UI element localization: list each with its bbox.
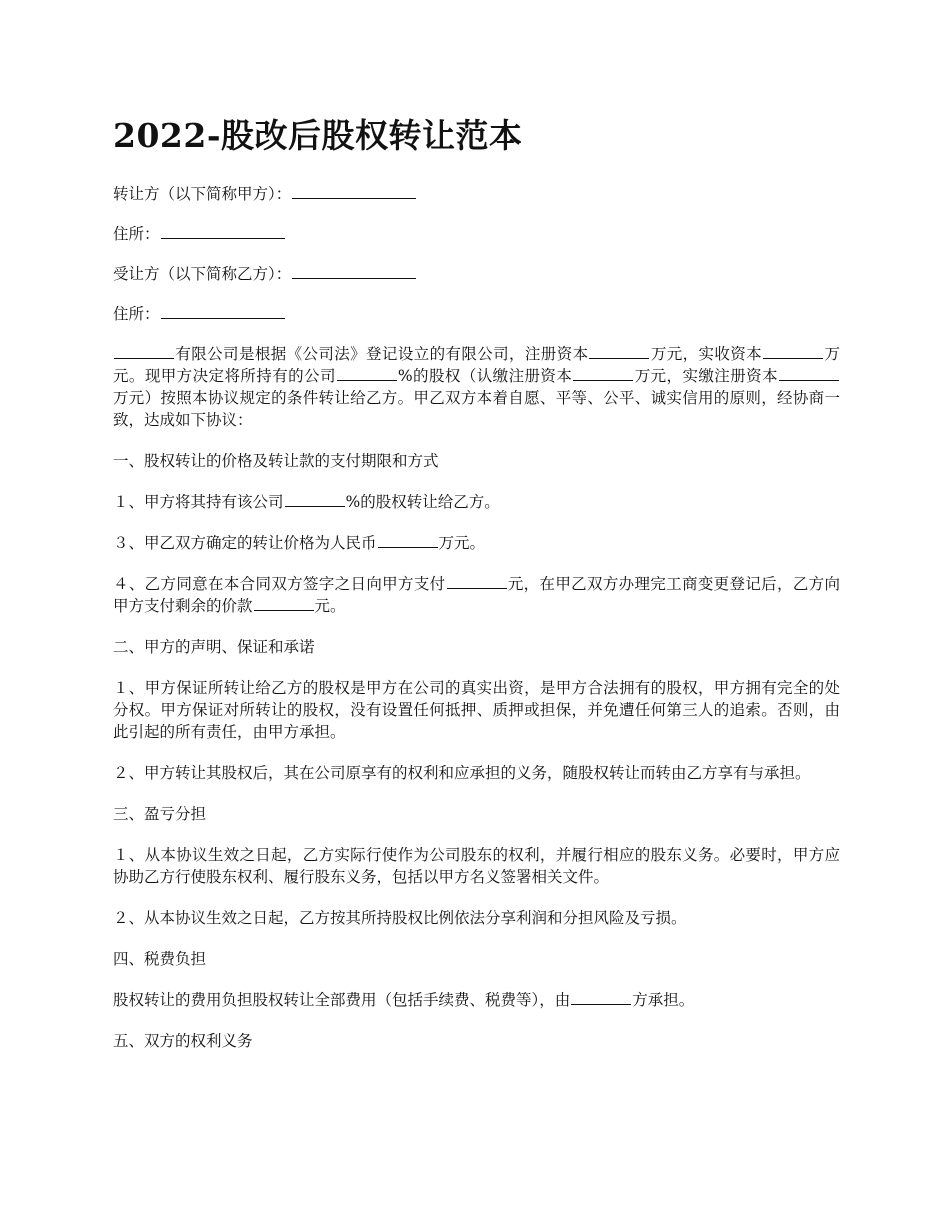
transferor-address-line <box>113 223 840 245</box>
section-1-item-4 <box>113 573 840 617</box>
transfer-percent-blank <box>285 492 345 507</box>
transferee-address-label: 住所： <box>113 305 160 323</box>
paid-capital-blank <box>763 344 823 359</box>
transferor-label: 转让方（以下简称甲方）： <box>113 185 292 203</box>
item-text: %的股权转让给乙方。 <box>345 493 500 511</box>
intro-text-1: 有限公司是根据《公司法》登记设立的有限公司，注册资本 <box>175 345 589 363</box>
item-text: 元。 <box>314 597 346 615</box>
section-3-item-2: ２、从本协议生效之日起，乙方按其所持股权比例依法分享利润和分担风险及亏损。 <box>113 909 687 927</box>
document-title: 2022-股改后股权转让范本 <box>113 116 523 155</box>
transfer-price-blank <box>378 533 438 548</box>
transferor-line <box>113 183 840 205</box>
intro-text-6: 万元）按照本协议规定的条件转让给乙方。甲乙双方本着自愿、平等、公平、诚实信用的原则，经协商一致，达成如下协议： <box>113 389 840 429</box>
intro-text-4: %的股权（认缴注册资本 <box>397 367 573 385</box>
section-3-item-1: １、从本协议生效之日起，乙方实际行使作为公司股东的权利，并履行相应的股东义务。必要时，甲方应协助乙方行使股东权利、履行股东义务，包括以甲方名义签署相关文件。 <box>113 846 840 886</box>
contributed-capital-blank <box>779 366 839 381</box>
item-text: ３、甲乙双方确定的转让价格为人民币 <box>113 534 377 552</box>
share-percent-blank <box>337 366 397 381</box>
item-text: ４、乙方同意在本合同双方签字之日向甲方支付 <box>113 575 446 593</box>
document-body <box>113 183 840 1071</box>
section-2-item-2: ２、甲方转让其股权后，其在公司原享有的权利和应承担的义务，随股权转让而转由乙方享有与承担。 <box>113 764 811 782</box>
transferor-address-label: 住所： <box>113 225 160 243</box>
company-name-blank <box>114 344 174 359</box>
transferee-label: 受让方（以下简称乙方）： <box>113 265 292 283</box>
registered-capital-blank <box>589 344 649 359</box>
transferor-address-blank <box>161 224 285 239</box>
item-text: 方承担。 <box>632 991 695 1009</box>
transferee-address-blank <box>161 304 285 319</box>
item-text: 股权转让的费用负担股权转让全部费用（包括手续费、税费等），由 <box>113 991 571 1009</box>
section-1-item-3 <box>113 532 840 554</box>
transferor-blank <box>292 184 416 199</box>
transferee-address-line <box>113 303 840 325</box>
intro-text-5: 万元，实缴注册资本 <box>634 367 778 385</box>
intro-paragraph <box>113 343 840 431</box>
transferee-line <box>113 263 840 285</box>
section-2-item-1: １、甲方保证所转让给乙方的股权是甲方在公司的真实出资，是甲方合法拥有的股权，甲方拥有完全的处分权。甲方保证对所转让的股权，没有设置任何抵押、质押或担保，并免遭任何第三人的追索。否则，由此引起的所有责任，由甲方承担。 <box>113 679 840 741</box>
section-3-heading: 三、盈亏分担 <box>113 805 207 823</box>
section-4-heading: 四、税费负担 <box>113 950 207 968</box>
remaining-payment-blank <box>254 596 314 611</box>
intro-text-2: 万元，实收资本 <box>650 345 763 363</box>
section-5-heading: 五、双方的权利义务 <box>113 1032 253 1050</box>
item-text: 元，在甲乙双方办理完工商变更登记后，乙方向甲方支付剩余的价款 <box>113 575 840 615</box>
item-text: １、甲方将其持有该公司 <box>113 493 284 511</box>
section-1-item-1 <box>113 491 840 513</box>
section-4-text <box>113 989 840 1011</box>
first-payment-blank <box>447 574 507 589</box>
transferee-blank <box>292 264 416 279</box>
fee-party-blank <box>571 990 631 1005</box>
section-1-heading: 一、股权转让的价格及转让款的支付期限和方式 <box>113 452 439 470</box>
subscribed-capital-blank <box>573 366 633 381</box>
section-2-heading: 二、甲方的声明、保证和承诺 <box>113 638 315 656</box>
item-text: 万元。 <box>438 534 486 552</box>
intro-text-3: 万元。现甲方决定将所持有的公司 <box>113 345 840 385</box>
